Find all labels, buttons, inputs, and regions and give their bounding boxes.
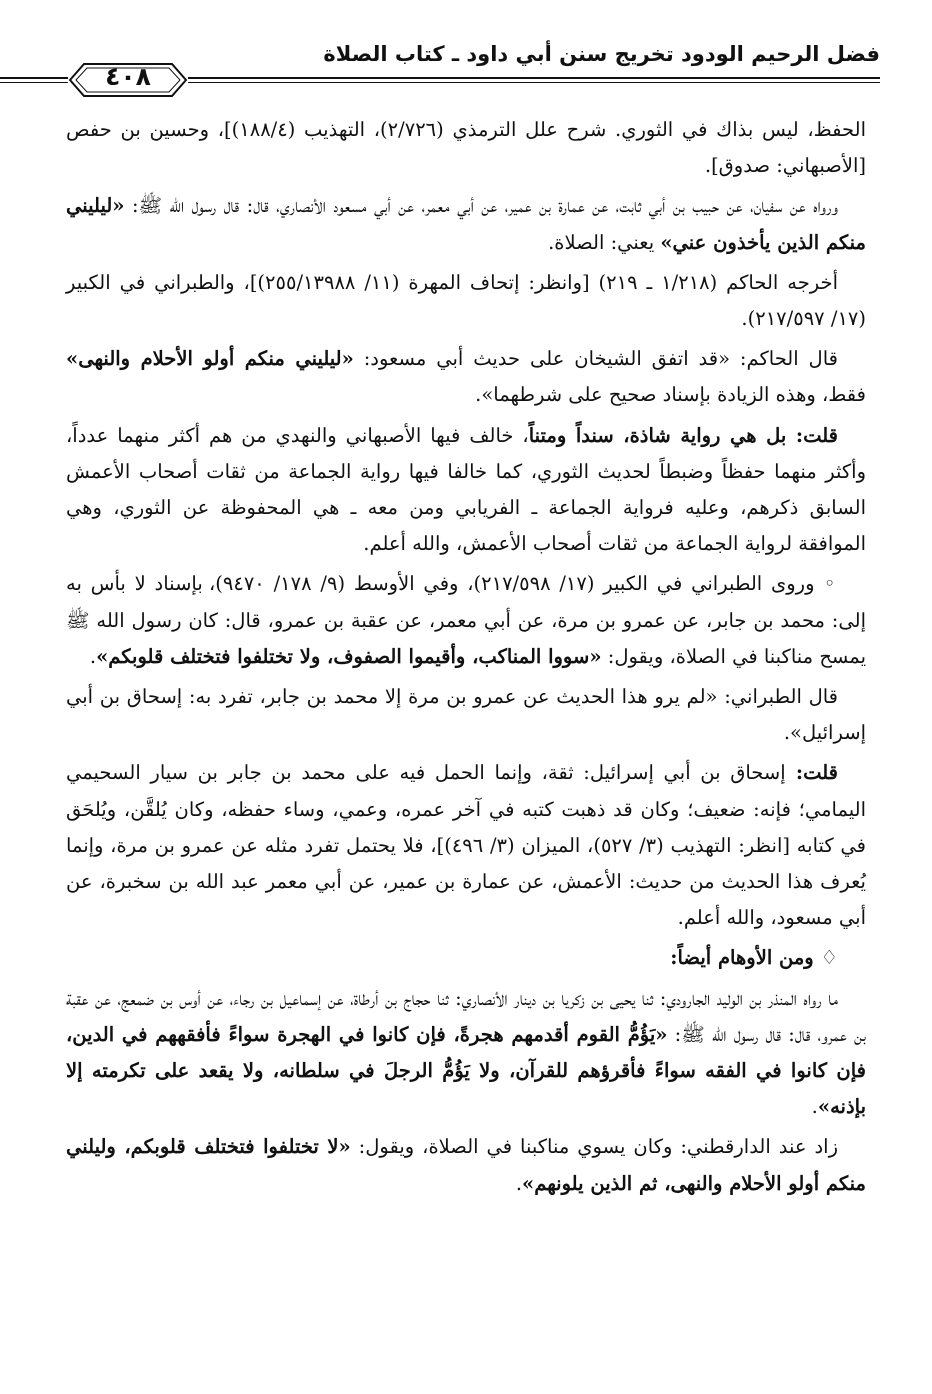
text-segment: قال الحاكم: «قد اتفق الشيخان على حديث أبي مسعود: (353, 347, 838, 371)
paragraph (66, 188, 866, 260)
text-segment: قال الطبراني: «لم يرو هذا الحديث عن عمرو بن مرة إلا محمد بن جابر، تفرد به: إسحاق بن أبي إسرائيل». (66, 685, 866, 745)
text-segment: ، خالف فيها الأصبهاني والنهدي من هم أكثر منهما عدداً، وأكثر منهما حفظاً وضبطاً لحديث الثوري، كما خالفا فيها رواية الجماعة من ثقات أصحاب الأعمش السابق ذكرهم، وعليه فرواية الجماعة ـ الفريابي ومن معه ـ هي المحفوظة عن الثوري، وهي الموافقة لرواية الجماعة من ثقات أصحاب الأعمش، والله أعلم. (66, 423, 866, 556)
paragraph (66, 1129, 866, 1201)
body-text (66, 112, 866, 1206)
paragraph (66, 679, 866, 751)
text-segment: أخرجه الحاكم (١/٢١٨ ـ ٢١٩) [وانظر: إتحاف المهرة (١١/ ٢٥٥/١٣٩٨٨)]، والطبراني في الكبير (١٧/ ٢١٧/٥٩٧). (66, 270, 866, 331)
paragraph (66, 566, 866, 675)
text-segment: . (811, 1095, 818, 1119)
bold-text-segment: «لا تختلفوا فتختلف قلوبكم، وليلني منكم أولو الأحلام والنهى، ثم الذين يلونهم» (66, 1135, 866, 1195)
header-rule (188, 77, 880, 79)
paragraph (66, 940, 866, 976)
bold-text-segment: ♢ ومن الأوهام أيضاً: (670, 946, 838, 970)
text-segment: ما رواه المنذر بن الوليد الجارودي: ثنا يحيى بن زكريا بن دينار الأنصاري: ثنا حجاج بن أرطاة، عن إسماعيل بن رجاء، عن أوس بن ضمعج، عن عقبة بن عمرو، قال: قال رسول الله ﷺ: (66, 986, 866, 1046)
text-segment: فقط، وهذه الزيادة بإسناد صحيح على شرطهما». (475, 383, 866, 407)
text-segment: ورواه عن سفيان، عن حبيب بن أبي ثابت، عن عمارة بن عمير، عن أبي معمر، عن أبي مسعود الأنصاري، قال: قال رسول الله ﷺ: (124, 194, 838, 218)
paragraph (66, 755, 866, 936)
page-number-badge (68, 60, 188, 100)
text-segment: . (89, 644, 97, 668)
bold-text-segment: «سووا المناكب، وأقيموا الصفوف، ولا تختلفوا فتختلف قلوبكم» (96, 644, 602, 668)
header-rule (0, 77, 68, 79)
header-rule-thin (188, 82, 880, 83)
text-segment: وروى الطبراني في الكبير (١٧/ ٢١٧/٥٩٨)، وفي الأوسط (٩/ ١٧٨/ ٩٤٧٠)، بإسناد لا بأس به إلى: محمد بن جابر، عن عمرو بن مرة، عن أبي معمر، عن عقبة بن عمرو، قال: كان رسول الله ﷺ يمسح مناكبنا في الصلاة، ويقول: (66, 572, 866, 668)
text-segment: . (515, 1171, 523, 1195)
bold-text-segment: قلت: (786, 423, 838, 447)
paragraph (66, 981, 866, 1126)
paragraph (66, 418, 866, 563)
bold-text-segment: ◦ (814, 572, 838, 596)
bold-text-segment: بل هي رواية شاذة، سنداً ومتناً (528, 423, 787, 447)
page-number: ٤٠٨ (105, 62, 151, 91)
header-title: فضل الرحيم الودود تخريج سنن أبي داود ـ كتاب الصلاة (323, 42, 880, 66)
text-segment: يعني: الصلاة. (548, 230, 661, 254)
header-rule-thin (0, 82, 68, 83)
paragraph (66, 265, 866, 337)
text-segment: الحفظ، ليس بذاك في الثوري. شرح علل الترمذي (٢/٧٢٦)، التهذيب (١٨٨/٤)]، وحسين بن حفص [الأصبهاني: صدوق]. (66, 118, 866, 178)
text-segment: إسحاق بن أبي إسرائيل: ثقة، وإنما الحمل فيه على محمد بن جابر بن سيار السحيمي اليمامي؛ فإنه: ضعيف؛ وكان قد ذهبت كتبه في آخر عمره، وعمي، وساء حفظه، وكان يُلقَّن، ويُلحَق في كتابه [انظر: التهذيب (٣/ ٥٢٧)، الميزان (٣/ ٤٩٦)]، فلا يحتمل تفرد مثله عن عمرو بن مرة، وإنما يُعرف هذا الحديث من حديث: الأعمش، عن عمارة بن عمير، عن أبي معمر عبد الله بن سخبرة، عن أبي مسعود، والله أعلم. (66, 761, 866, 930)
bold-text-segment: «ليليني منكم الذين يأخذون عني» (66, 194, 866, 254)
paragraph (66, 112, 866, 184)
paragraph (66, 341, 866, 413)
bold-text-segment: قلت: (785, 761, 838, 785)
bold-text-segment: «ليليني منكم أولو الأحلام والنهى» (66, 347, 354, 371)
text-segment: زاد عند الدارقطني: وكان يسوي مناكبنا في الصلاة، ويقول: (350, 1135, 838, 1159)
bold-text-segment: «يَؤُمُّ القوم أقدمهم هجرةً، فإن كانوا في الهجرة سواءً فأفقههم في الدين، فإن كانوا في الفقه سواءً فأقرؤهم للقرآن، ولا يَؤُمُّ الرجلَ في سلطانه، ولا يقعد على تكرمته إلا بإذنه» (66, 1022, 866, 1119)
